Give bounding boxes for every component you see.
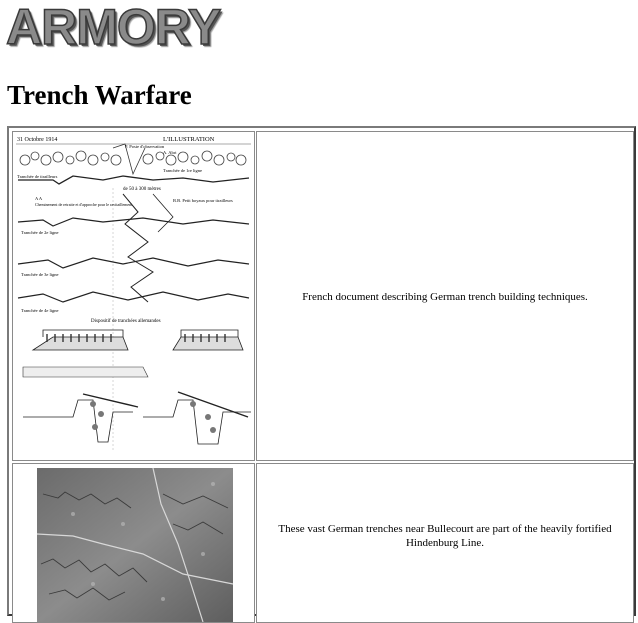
row-2-image-cell bbox=[12, 463, 255, 623]
label-aa: A A bbox=[35, 196, 43, 201]
row-1-image-cell bbox=[12, 131, 255, 461]
label-observation-post: P. Poste d'observation bbox=[125, 144, 165, 149]
trench-diagram-image bbox=[13, 132, 254, 460]
label-trench-3: Tranchée de 3e ligne bbox=[21, 272, 59, 277]
armory-logo[interactable]: ARMORY bbox=[6, 0, 221, 55]
aerial-photo-image bbox=[13, 464, 254, 622]
label-abri: A. Abri bbox=[163, 150, 177, 155]
diagram-caption: Dispositif de tranchées allemandes bbox=[91, 319, 161, 324]
label-aa-desc: Cheminement de retraite et d'approche pour le ravitaillement bbox=[35, 202, 133, 207]
label-bb: B.B. Petit boyaux pour tirailleurs bbox=[173, 198, 233, 203]
row-2-caption-cell bbox=[256, 463, 634, 623]
label-trench-4: Tranchée de 4e ligne bbox=[21, 308, 59, 313]
label-trench-1: Tranchée de 1re ligne bbox=[163, 168, 202, 173]
label-tranchee-tirailleurs: Tranchée de tirailleurs bbox=[17, 174, 58, 179]
row-1-caption: French document describing German trench building techniques. bbox=[302, 291, 588, 303]
page-title: Trench Warfare bbox=[7, 80, 192, 110]
image-table bbox=[7, 126, 636, 616]
row-2-caption: These vast German trenches near Bullecourt are part of the heavily fortified Hindenburg Line. bbox=[278, 523, 612, 549]
label-distance: de 50 à 300 mètres bbox=[123, 187, 161, 192]
diagram-header-left: 31 Octobre 1914 bbox=[17, 137, 58, 143]
label-trench-2: Tranchée de 2e ligne bbox=[21, 230, 59, 235]
diagram-header-right: L'ILLUSTRATION bbox=[163, 136, 215, 143]
row-1-caption-cell bbox=[256, 131, 634, 461]
